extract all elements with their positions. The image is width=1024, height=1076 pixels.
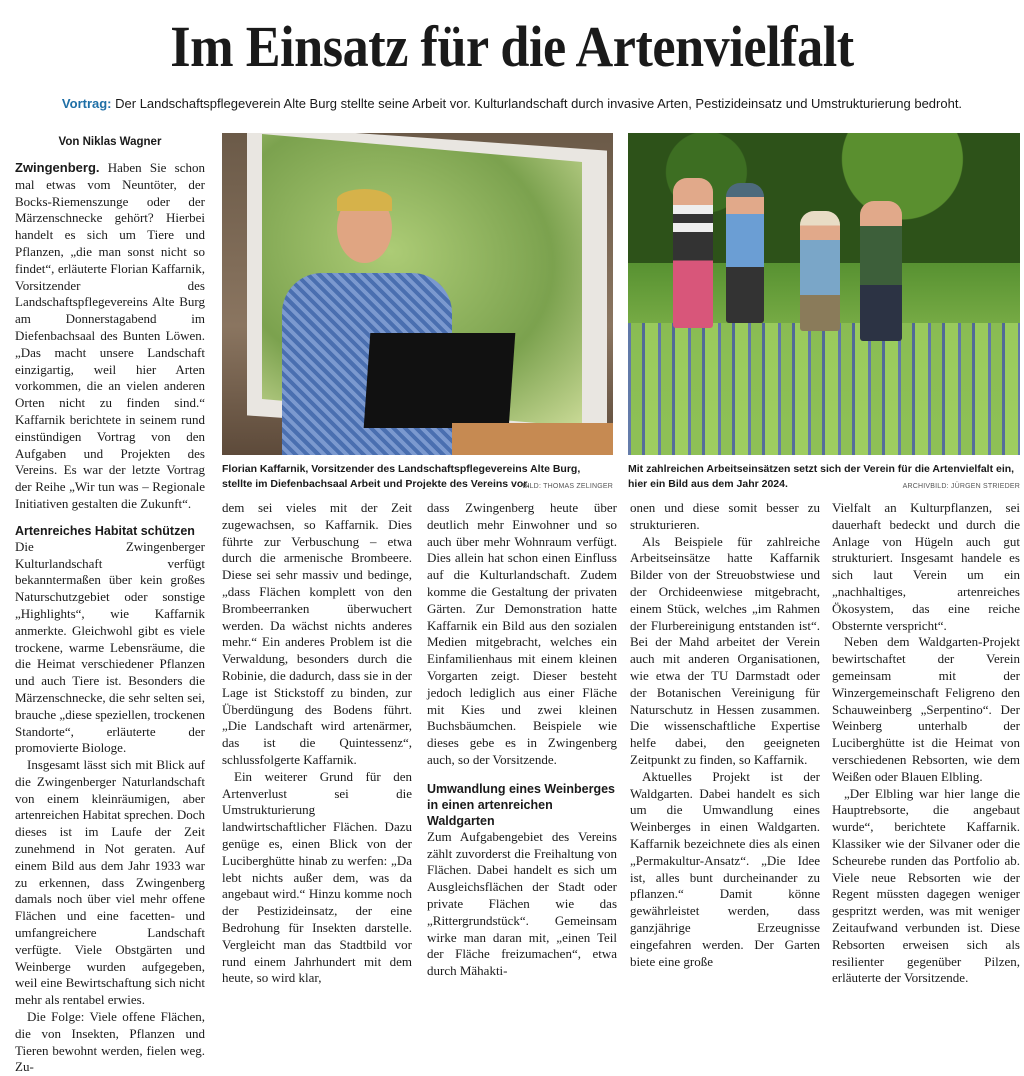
laptop: [364, 333, 516, 428]
paragraph: Aktuelles Projekt ist der Waldgarten. Dabei handelt es sich um die Umwandlung eines Weinberges in einen Waldgarten. Kaffarnik bezeichnete dies als einen „Permakultur-Ansatz“. „Die Idee ist, alles bunt durcheinander zu pflanzen.“ Damit könne gewährleistet werden, dass ganzjährige Erzeugnisse eingefahren werden. Der Garten biete eine große: [630, 768, 820, 969]
headline: Im Einsatz für die Artenvielfalt: [170, 14, 854, 79]
person: [860, 201, 902, 341]
paragraph: Die Zwingenberger Kulturlandschaft verfügt bekanntermaßen über kein großes Naturschutzgebiet oder sonstige „Highlights“, wie Kaffarnik anmerkte. Gleichwohl gibt es viele trockene, warme Lebensräume, die die Heimat verschiedener Pflanzen und auch Tiere ist. Besonders die Märzenschnecke, die sehr selten sei, brauche „diese speziellen, trockenen Standorte“, erläuterte der promovierte Biologe.: [15, 538, 205, 756]
subheading: Artenreiches Habitat schützen: [15, 523, 195, 538]
article-column-1: [15, 134, 205, 1076]
byline: Von Niklas Wagner: [58, 136, 162, 148]
paragraph: Als Beispiele für zahlreiche Arbeitseinsätze hatte Kaffarnik Bilder von der Streuobstwiese und der Orchideenwiese mitgebracht, einem Stück, welches „im Rahmen der Flurbereinigung entstanden ist“. Bei der Mahd arbeitet der Verein auch mit anderen Organisationen, wie etwa der TU Darmstadt oder der Botanischen Vereinigung für Naturschutz in Hessen zusammen. Die wissenschaftliche Expertise helfe dabei, den geeigneten Zeitpunkt zu finden, so Kaffarnik.: [630, 533, 820, 767]
subtitle: [0, 96, 1024, 112]
paragraph: „Der Elbling war hier lange die Hauptrebsorte, die angebaut wurde“, berichtete Kaffarnik. Klassiker wie der Silvaner oder die Scheurebe runden das Portfolio ab. Viele neue Rebsorten wie der Regent müssten dagegen weniger gespritzt werden, was mit weniger Zeitaufwand verbunden ist. Diese Rebsorten erweisen sich als resilienter gegenüber Pilzen, erläuterte der Vorsitzende.: [832, 785, 1020, 986]
subtitle-kicker: Vortrag:: [61, 96, 112, 111]
paragraph-text: Haben Sie schon mal etwas vom Neuntöter, der Bocks-Riemenszunge oder der Märzenschnecke gehört? Hierbei handelt es sich um Tiere und Pflanzen, „die man sonst nicht so findet“, erläuterte Florian Kaffarnik, Vorsitzender des Landschaftspflegevereins Alte Burg am Donnerstagabend im Diefenbachsaal des Bunten Löwen. „Das macht unsere Landschaft einzigartig, weil hier Arten vorkommen, die an vielen anderen Orten nicht zu finden sind.“ Kaffarnik berichtete in seinem rund einstündigen Vortrag von den Aufgaben und Projekten des Vereins. Es war der letzte Vortrag der Reihe „Wir tun was – Regionale Initiativen gestalten die Zukunft“.: [15, 160, 205, 511]
paragraph: onen und diese somit besser zu strukturieren.: [630, 500, 820, 532]
photo-speaker: [222, 133, 613, 455]
article-column-5: [832, 500, 1020, 987]
paragraph: Neben dem Waldgarten-Projekt bewirtschaftet der Verein gemeinsam mit der Winzergemeinschaft Feligreno den Schauweinberg „Serpentino“. Der Weinberg unterhalb der Luciberghütte ist die Heimat von verschiedenen Rebsorten, wie dem Weißen oder Blauen Elbling.: [832, 634, 1020, 784]
paragraph: Die Folge: Viele offene Flächen, die von Insekten, Pflanzen und Tieren bewohnt werden, fielen weg. Zu-: [15, 1009, 205, 1075]
caption-text: Mit zahlreichen Arbeitseinsätzen setzt sich der Verein für die Artenvielfalt ein, hier ein Bild aus dem Jahr 2024.: [628, 463, 1015, 490]
article-column-3: [427, 500, 617, 980]
photo-credit: BILD: THOMAS ZELINGER: [522, 483, 613, 490]
paragraph: Ein weiterer Grund für den Artenverlust sei die Umstrukturierung landwirtschaftlicher Flächen. Dazu genüge es, einen Blick von der Luciberghütte hinab zu werfen: „Da lebt nichts außer dem, was da angebaut wird.“ Hinzu komme noch der Pestizideinsatz, der eine Bedrohung für Insekten darstelle. Vergleicht man das Stadtbild vor rund einem Jahrhundert mit dem heute, so wird klar,: [222, 768, 412, 986]
paragraph: [15, 160, 205, 513]
dateline: Zwingenberg.: [15, 160, 100, 175]
paragraph: Vielfalt an Kulturpflanzen, sei dauerhaft bedeckt und durch die Anlage von Hügeln auch gut strukturiert. Insgesamt handele es sich laut Verein um ein „nachhaltiges, artenreiches Ökosystem, das eine reiche Obsternte verspricht“.: [832, 500, 1020, 633]
paragraph: Insgesamt lässt sich mit Blick auf die Zwingenberger Naturlandschaft von einem kleinräumigen, aber artenreichen Habitat sprechen. Doch dieses ist im Laufe der Zeit zunehmend in Not geraten. Auf einem Bild aus dem Jahr 1933 war zu erkennen, dass Zwingenberg damals noch über viel mehr offene Flächen und eine facetten- und umfangreichere Landschaft verfügte. Viele Obstgärten und Weinberge wurden aufgegeben, weil eine Bewirtschaftung sich nicht mehr als rentabel erwies.: [15, 757, 205, 1008]
subheading: Umwandlung eines Weinberges in einen artenreichen Waldgarten: [427, 781, 616, 828]
desk: [452, 423, 613, 455]
photo-field-work: [628, 133, 1020, 455]
article-column-2: [222, 500, 412, 987]
caption-text: Florian Kaffarnik, Vorsitzender des Landschaftspflegevereins Alte Burg, stellte im Diefenbachsaal Arbeit und Projekte des Vereins vor.: [222, 463, 581, 490]
subtitle-text: Der Landschaftspflegeverein Alte Burg stellte seine Arbeit vor. Kulturlandschaft durch invasive Arten, Pestizideinsatz und Umstrukturierung bedroht.: [111, 96, 963, 111]
paragraph: dass Zwingenberg heute über deutlich mehr Einwohner und so auch über mehr Wohnraum verfügt. Dies allein hat schon einen Einfluss auf die Kulturlandschaft. Zudem komme die Gestaltung der privaten Gärten. Zur Demonstration hatte Kaffarnik ein Bild aus den sozialen Medien mitgebracht, welches ein Einfamilienhaus mit einem kleinen Vorgarten zeigt. Dieser besteht jedoch lediglich aus einer Fläche mit Kies und zwei kleinen Buchsbäumchen. Beispiele wie dieses gebe es in Zwingenberg auch, so der Vorsitzende.: [427, 500, 617, 767]
person: [726, 183, 764, 323]
photo-credit: ARCHIVBILD: JÜRGEN STRIEDER: [902, 483, 1020, 490]
photo-caption-1: [222, 462, 613, 494]
article-column-4: [630, 500, 820, 970]
photo-caption-2: [628, 462, 1020, 494]
paragraph: Zum Aufgabengebiet des Vereins zählt zuvorderst die Freihaltung von Flächen. Dabei handelt es sich um Ausgleichsflächen der Stadt oder private Flächen wie das „Rittergrundstück“. Gemeinsam wirke man daran mit, „einen Teil der Fläche freizumachen“, etwa durch Mähakti-: [427, 828, 617, 979]
wildflowers: [628, 323, 1020, 455]
paragraph: dem sei vieles mit der Zeit zugewachsen, so Kaffarnik. Dies führte zur Verbuschung – etwa durch die armenische Brombeere. Diese sei sehr massiv und bedinge, „dass Flächen komplett von den Brombeerranken überwuchert werden. Da wächst nichts anderes mehr.“ Ein anderes Problem ist die Verwaldung, besonders durch die Robinie, die dadurch, dass sie in der Lage ist Stickstoff zu binden, zur Überdüngung des Bodens führt. „Die Landschaft wird artenärmer, das ist die Quintessenz“, schlussfolgerte Kaffarnik.: [222, 500, 412, 767]
person: [800, 211, 840, 331]
person: [673, 178, 713, 328]
